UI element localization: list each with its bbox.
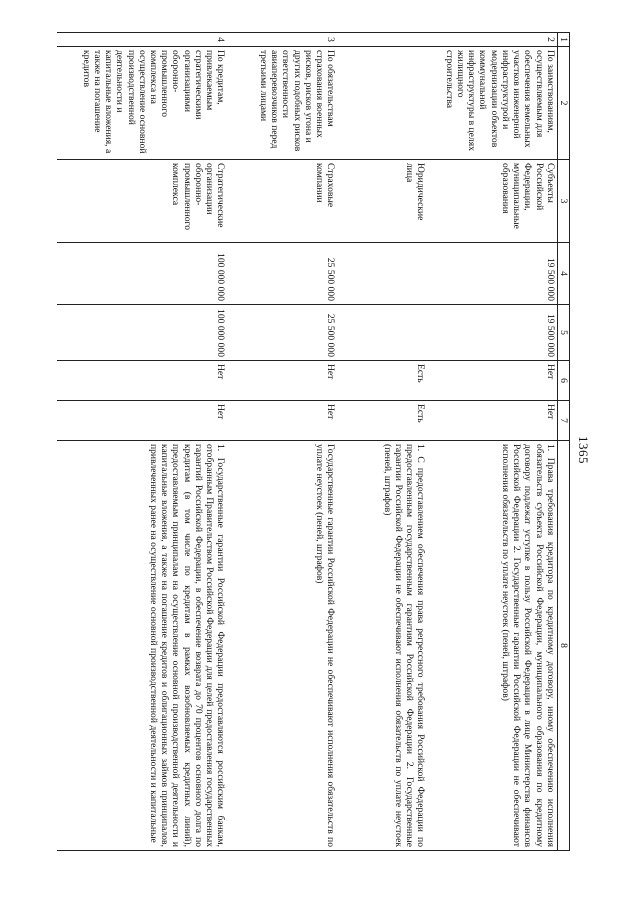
row-purpose: По заимствованиям, осуществляемым для обеспечения земельных участков инженерной инфраструктурой и модернизации объектов коммунальной инфраструктуры в целях жилищного строительства [337, 47, 557, 160]
amount-current: 25 500 000 [227, 305, 337, 361]
header-cell: 5 [557, 305, 569, 361]
amount-total [337, 243, 427, 305]
page-number: 1365 [576, 436, 591, 464]
conditions-text: 1. Права требования кредитора по кредитному договору, иному обеспечению исполнения обязательств субъекта Российской Федерации, муниципального образования по кредитному договору подлежат уступке в пользу Российской Федерации в лице Министерства финансов Российской Федерации 2. Государственные гарантии Российской Федерации не обеспечивают исполнения обязательств по уплате неустоек (пеней, штрафов) [427, 441, 557, 851]
table-row [427, 33, 557, 851]
row-number: 2 [337, 33, 557, 47]
header-cell: 1 [557, 33, 569, 47]
regress-flag: Нет [227, 361, 337, 401]
regress-flag: Нет [57, 361, 227, 401]
row-purpose: По кредитам, привлекаемым стратегическими организациями оборонно-промышленного комплекса на осуществление основной производственной деятельности и капитальные вложения, а также на погашение кредитов [57, 47, 227, 160]
header-cell: 3 [557, 160, 569, 243]
recipient-category: Страховые компании [227, 160, 337, 243]
row-purpose: По обязательствам страхования военных рисков, рисков угона и других подобных рисков ответственности авиаперевозчиков перед третьими лицами [227, 47, 337, 160]
header-cell: 7 [557, 401, 569, 441]
pledge-flag: Нет [227, 401, 337, 441]
amount-total: 25 500 000 [227, 243, 337, 305]
conditions-text: 1. С предоставлением обеспечения права регрессного требования Российской Федерации по предоставленным государственным гарантиям Российской Федерации 2. Государственные гарантии Российской Федерации не обеспечивают исполнения обязательств по уплате неустоек (пеней, штрафов) [337, 441, 427, 851]
amount-current: 100 000 000 [57, 305, 227, 361]
table-row [227, 33, 337, 851]
guarantees-table [57, 32, 570, 851]
pledge-flag: Нет [57, 401, 227, 441]
rotated-table-container [50, 32, 570, 850]
conditions-text: Государственные гарантии Российской Федерации не обеспечивают исполнения обязательств по уплате неустоек (пеней, штрафов) [227, 441, 337, 851]
amount-total: 100 000 000 [57, 243, 227, 305]
pledge-flag: Есть [337, 401, 427, 441]
row-number: 3 [227, 33, 337, 47]
regress-flag: Есть [337, 361, 427, 401]
recipient-category: Субъекты Российской Федерации, муниципальные образования [427, 160, 557, 243]
amount-current: 19 500 000 [427, 305, 557, 361]
header-cell: 8 [557, 441, 569, 851]
header-cell: 6 [557, 361, 569, 401]
recipient-category: Стратегические организации оборонно-промышленного комплекса [57, 160, 227, 243]
recipient-category: Юридические лица [337, 160, 427, 243]
header-row [557, 33, 569, 851]
table-row [57, 33, 227, 851]
amount-current [337, 305, 427, 361]
row-number: 4 [57, 33, 227, 47]
header-cell: 2 [557, 47, 569, 160]
regress-flag: Нет [427, 361, 557, 401]
header-cell: 4 [557, 243, 569, 305]
amount-total: 19 500 000 [427, 243, 557, 305]
conditions-text: 1. Государственные гарантии Российской Федерации предоставляются российским банкам, отобранным Правительством Российской Федерации для целей предоставления государственных гарантий Российской Федерации, в обеспечение возврата до 70 процентов основного долга по кредитам (в том числе по кредитам в рамках возобновляемых кредитных линий), предоставляемым принципалам на осуществление основной производственной деятельности и капитальные вложения, а также на погашение кредитов и облигационных займов принципалов, привлеченных ранее на осуществление основной производственной деятельности и капитальные [57, 441, 227, 851]
pledge-flag: Нет [427, 401, 557, 441]
